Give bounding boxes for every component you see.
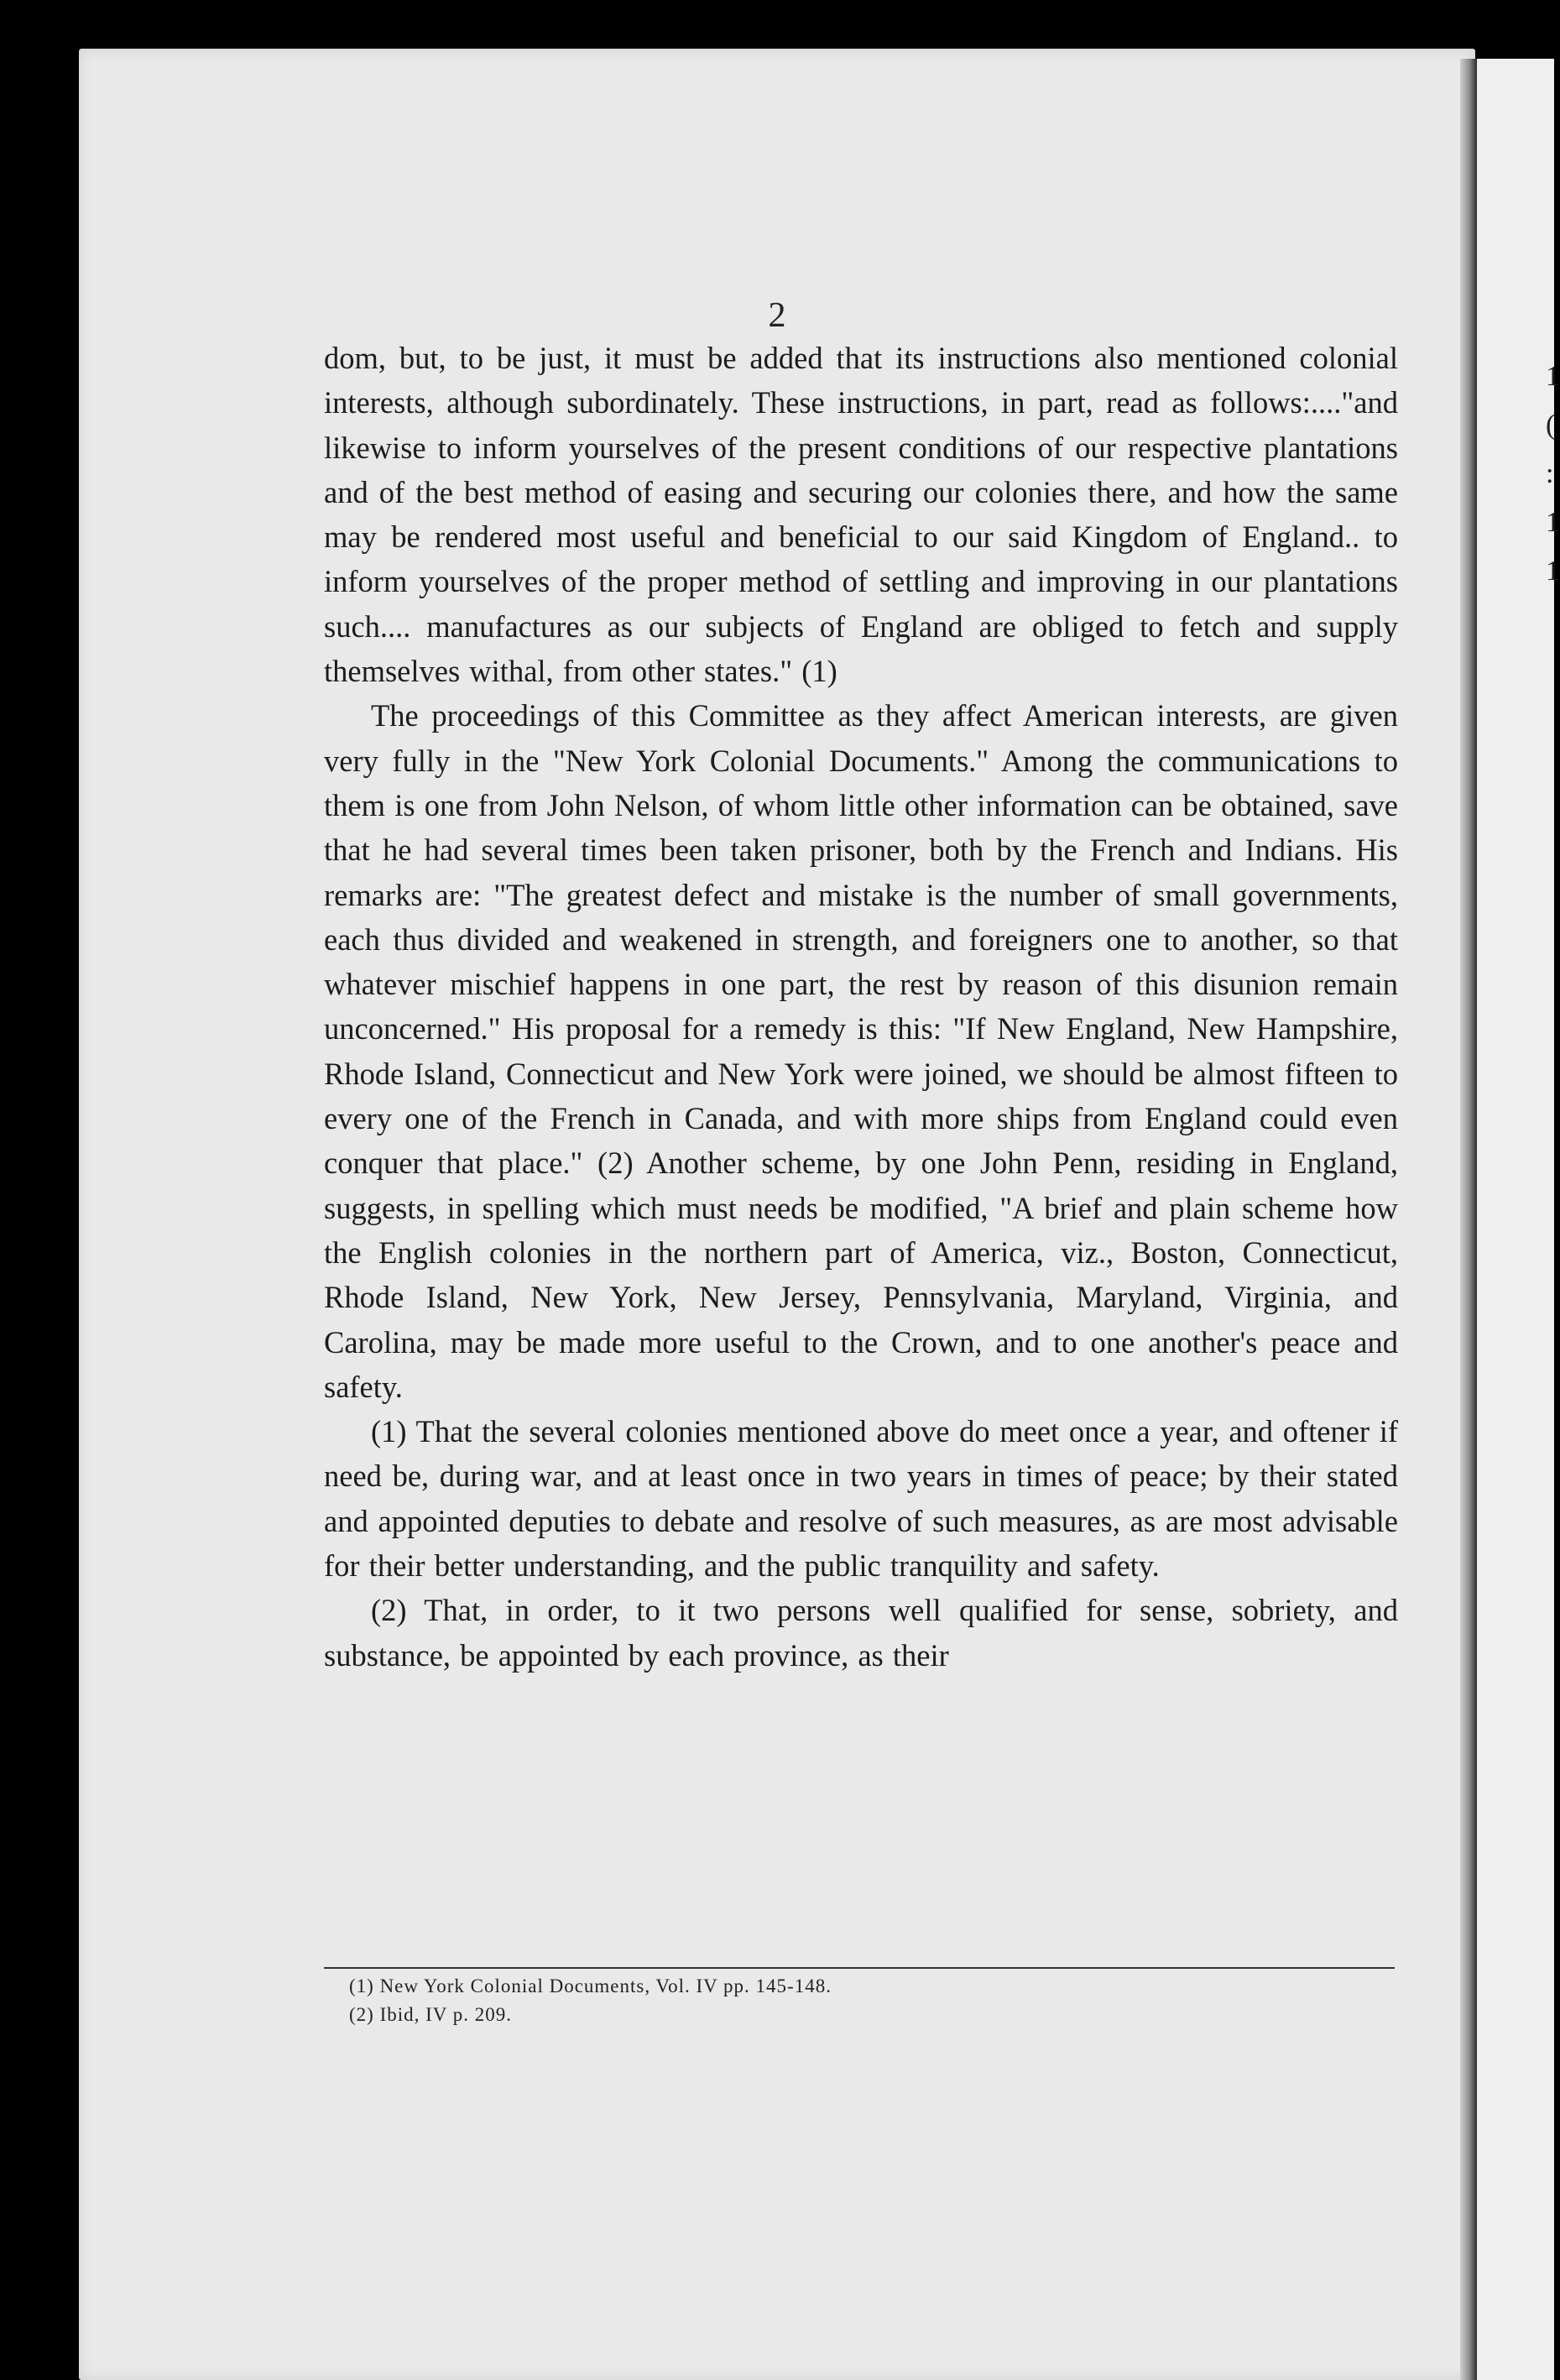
footnote-2: (2) Ibid, IV p. 209. xyxy=(349,2004,512,2025)
page-number: 2 xyxy=(768,296,786,335)
adjacent-mark: 1 xyxy=(1546,507,1560,538)
adjacent-page-edge xyxy=(1477,59,1560,2380)
footnote-1: (1) New York Colonial Documents, Vol. IV pp. 145-148. xyxy=(349,1976,832,1996)
paragraph-4: (2) That, in order, to it two persons well qualified for sense, sobriety, and substance, be appointed by each province, as their xyxy=(324,1593,1398,1673)
footnotes xyxy=(349,1972,1356,2029)
paragraph-1: dom, but, to be just, it must be added that its instructions also mentioned colonial interests, although subordinately. These instructions, in part, read as follows:...."and likewise to inform yourselves of the present conditions of our respective plantations and of the best method of easing and securing our colonies there, and how the same may be rendered most useful and beneficial to our said Kingdom of England.. to inform yourselves of the proper method of settling and improving in our plantations such.... manufactures as our subjects of England are obliged to fetch and supply themselves withal, from other states." (1) xyxy=(324,341,1398,689)
adjacent-mark: ( xyxy=(1546,410,1556,441)
adjacent-mark: : xyxy=(1546,458,1554,489)
adjacent-page-marks xyxy=(1546,352,1560,596)
paragraph-2: The proceedings of this Committee as they affect American interests, are given very fully in the "New York Colonial Documents." Among the communications to them is one from John Nelson, of whom little other information can be obtained, save that he had several times been taken prisoner, both by the French and Indians. His remarks are: "The greatest defect and mistake is the number of small governments, each thus divided and weakened in strength, and foreigners one to another, so that whatever mischief happens in one part, the rest by reason of this disunion remain unconcerned." His proposal for a remedy is this: "If New England, New Hampshire, Rhode Island, Connecticut and New York were joined, we should be almost fifteen to every one of the French in Canada, and with more ships from England could even conquer that place." (2) Another scheme, by one John Penn, residing in England, suggests, in spelling which must needs be modified, "A brief and plain scheme how the English colonies in the northern part of America, viz., Boston, Connecticut, Rhode Island, New York, New Jersey, Pennsylvania, Maryland, Virginia, and Carolina, may be made more useful to the Crown, and to one another's peace and safety. xyxy=(324,698,1398,1404)
adjacent-mark: 1 xyxy=(1546,361,1560,392)
body-text xyxy=(324,336,1398,1678)
adjacent-mark: 1 xyxy=(1546,556,1560,587)
paragraph-3: (1) That the several colonies mentioned above do meet once a year, and oftener if need be, during war, and at least once in two years in times of peace; by their stated and appointed deputies to debate and resolve of such measures, as are most advisable for their better understanding, and the public tranquility and safety. xyxy=(324,1414,1398,1584)
book-gutter xyxy=(1460,59,1477,2380)
footnote-divider xyxy=(324,1967,1395,1969)
